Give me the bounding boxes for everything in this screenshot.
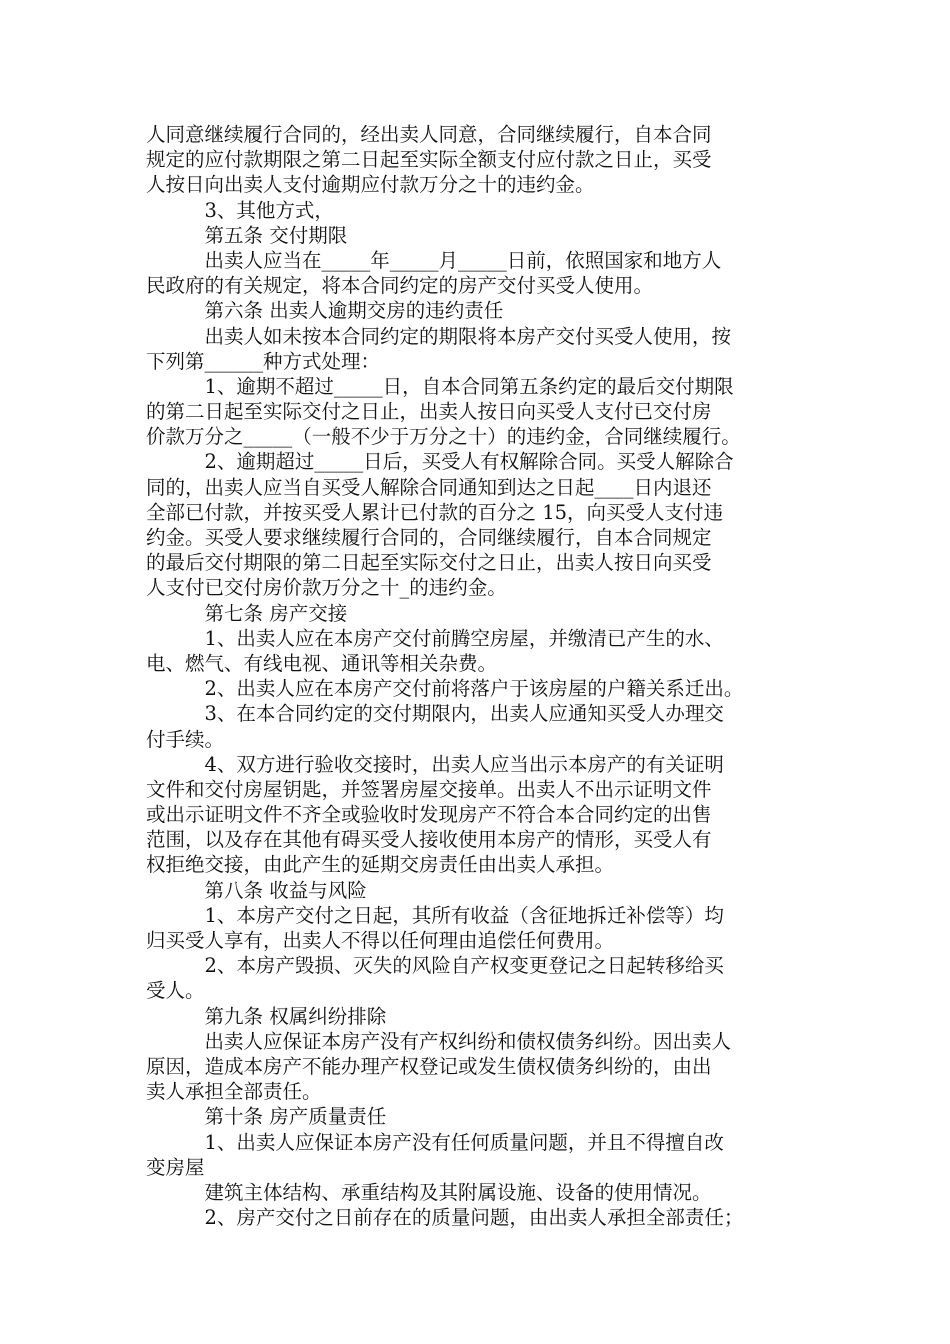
text-line: 3、在本合同约定的交付期限内，出卖人应通知买受人办理交 (146, 702, 724, 726)
text-line: 约金。买受人要求继续履行合同的，合同继续履行，自本合同规定 (146, 526, 712, 549)
text-line: 受人。 (146, 979, 205, 1003)
text-line: 范围，以及存在其他有碍买受人接收使用本房产的情形，买受人有 (146, 828, 712, 852)
text-line: 民政府的有关规定，将本合同约定的房产交付买受人使用。 (146, 274, 654, 298)
text-line: 或出示证明文件不齐全或验收时发现房产不符合本合同约定的出售 (146, 803, 712, 827)
text-line: 2、本房产毁损、灭失的风险自产权变更登记之日起转移给买 (146, 954, 724, 978)
text-line: 1、本房产交付之日起，其所有收益（含征地拆迁补偿等）均 (146, 903, 724, 927)
text-line: 变房屋 (146, 1155, 205, 1179)
text-line: 出卖人应当在_____年_____月_____日前，依照国家和地方人 (146, 248, 722, 272)
section-heading: 第九条 权属纠纷排除 (146, 1004, 387, 1028)
text-line: 出卖人如未按本合同约定的期限将本房产交付买受人使用，按 (146, 324, 732, 348)
text-line: 的第二日起至实际交付之日止，出卖人按日向买受人支付已交付房 (146, 400, 712, 424)
text-line: 人支付已交付房价款万分之十_的违约金。 (146, 576, 507, 600)
text-line: 同的，出卖人应当自买受人解除合同通知到达之日起____日内退还 (146, 475, 712, 499)
text-line: 下列第______种方式处理： (146, 349, 381, 373)
text-line: 1、出卖人应在本房产交付前腾空房屋，并缴清已产生的水、 (146, 626, 724, 650)
section-heading: 第十条 房产质量责任 (146, 1105, 387, 1129)
text-line: 电、燃气、有线电视、通讯等相关杂费。 (146, 651, 498, 675)
text-line: 建筑主体结构、承重结构及其附属设施、设备的使用情况。 (146, 1180, 712, 1204)
text-line: 人同意继续履行合同的，经出卖人同意，合同继续履行，自本合同 (146, 123, 712, 146)
text-line: 2、房产交付之日前存在的质量问题，由出卖人承担全部责任； (146, 1206, 744, 1230)
text-line: 3、其他方式， (146, 198, 334, 222)
text-line: 原因，造成本房产不能办理产权登记或发生债权债务纠纷的，由出 (146, 1054, 712, 1078)
section-heading: 第六条 出卖人逾期交房的违约责任 (146, 299, 504, 323)
text-line: 2、逾期超过_____日后，买受人有权解除合同。买受人解除合 (146, 450, 734, 474)
text-line: 全部已付款，并按买受人累计已付款的百分之 15，向买受人支付违 (146, 500, 724, 524)
text-line: 4、双方进行验收交接时，出卖人应当出示本房产的有关证明 (146, 752, 724, 776)
text-line: 1、出卖人应保证本房产没有任何质量问题，并且不得擅自改 (146, 1130, 724, 1154)
text-line: 出卖人应保证本房产没有产权纠纷和债权债务纠纷。因出卖人 (146, 1029, 732, 1053)
text-line: 2、出卖人应在本房产交付前将落户于该房屋的户籍关系迁出。 (146, 677, 744, 701)
text-line: 规定的应付款期限之第二日起至实际全额支付应付款之日止，买受 (146, 148, 712, 172)
text-line: 归买受人享有，出卖人不得以任何理由追偿任何费用。 (146, 929, 615, 952)
text-line: 付手续。 (146, 727, 225, 751)
section-heading: 第八条 收益与风险 (146, 878, 367, 902)
contract-text (146, 122, 826, 1230)
text-line: 卖人承担全部责任。 (146, 1080, 322, 1104)
section-heading: 第五条 交付期限 (146, 223, 348, 247)
section-heading: 第七条 房产交接 (146, 601, 348, 625)
text-line: 权拒绝交接，由此产生的延期交房责任由出卖人承担。 (146, 853, 615, 877)
text-line: 1、逾期不超过_____日，自本合同第五条约定的最后交付期限 (146, 374, 734, 398)
text-line: 价款万分之_____（一般不少于万分之十）的违约金，合同继续履行。 (146, 425, 741, 449)
text-line: 文件和交付房屋钥匙，并签署房屋交接单。出卖人不出示证明文件 (146, 777, 712, 801)
text-line: 人按日向出卖人支付逾期应付款万分之十的违约金。 (146, 173, 595, 197)
text-line: 的最后交付期限的第二日起至实际交付之日止，出卖人按日向买受 (146, 551, 712, 575)
